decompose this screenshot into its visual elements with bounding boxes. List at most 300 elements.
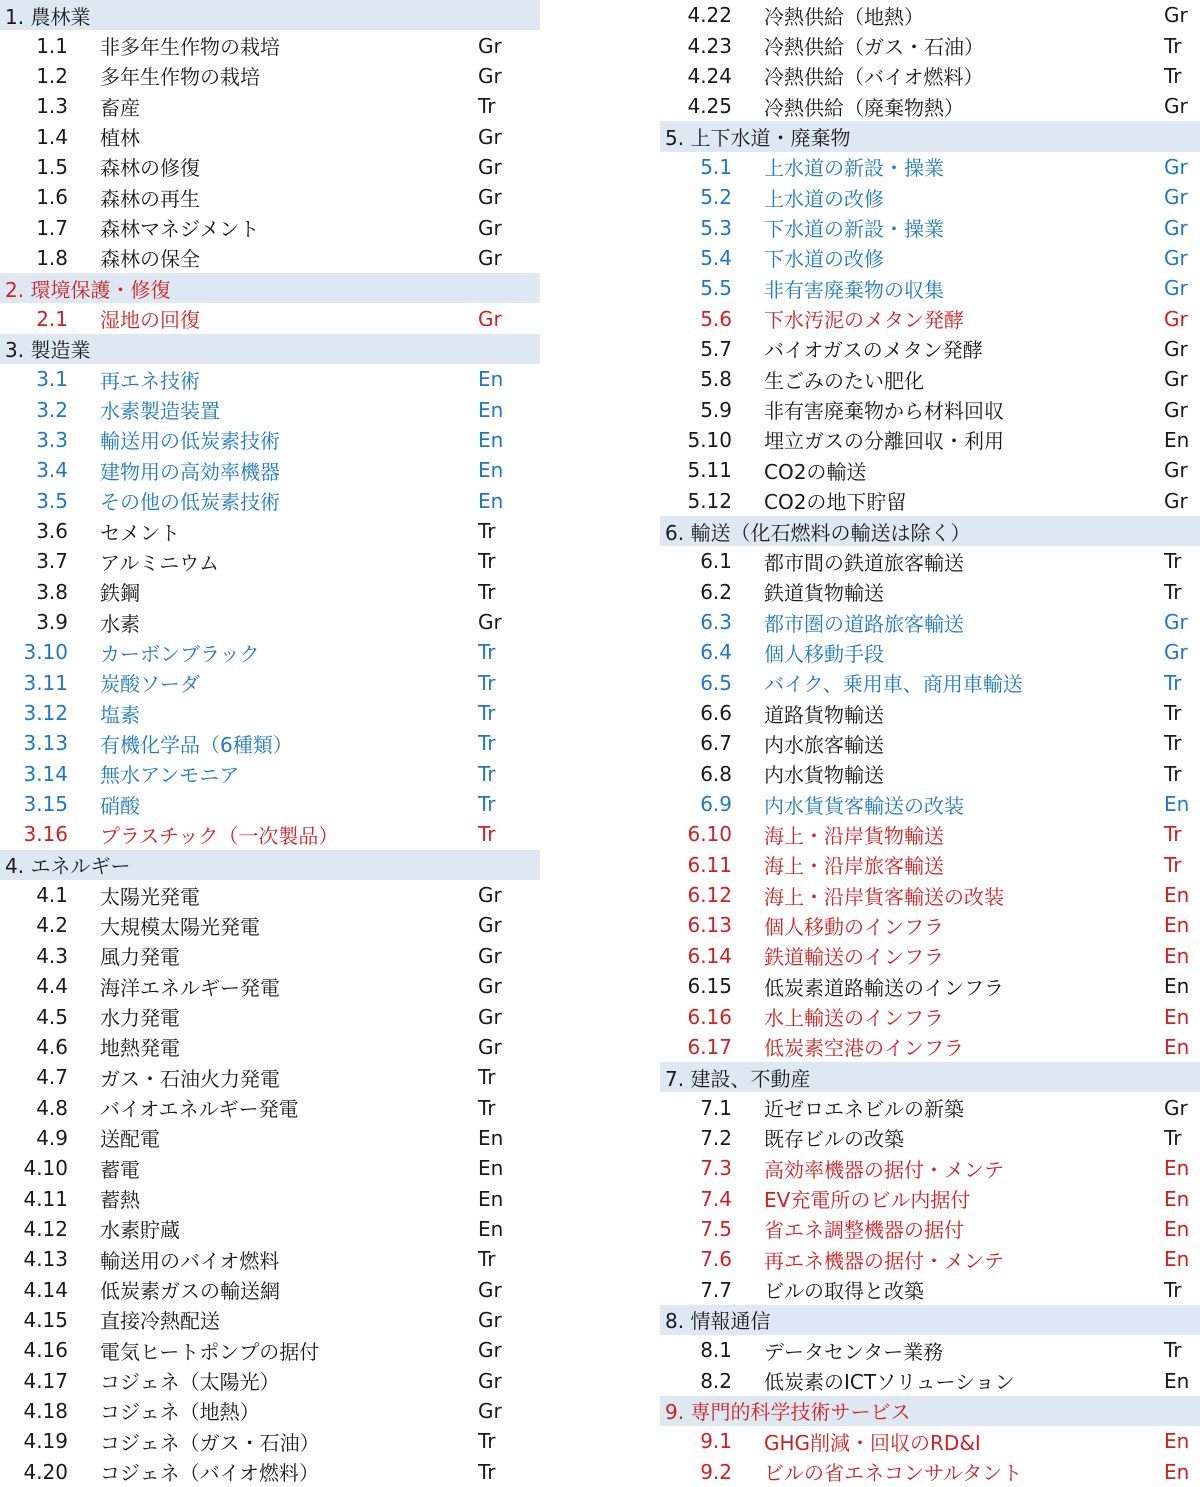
- activity-name: 建物用の高効率機器: [100, 459, 280, 484]
- activity-number: 7.4: [700, 1186, 732, 1211]
- activity-number: 5.4: [700, 245, 732, 270]
- activity-name: セメント: [100, 520, 180, 545]
- category-code: Tr: [1164, 1277, 1182, 1302]
- activity-name: 輸送用のバイオ燃料: [100, 1248, 280, 1273]
- activity-row: [660, 1457, 1200, 1487]
- activity-row: [0, 728, 540, 758]
- activity-number: 4.2: [36, 913, 68, 938]
- activity-name: 畜産: [100, 95, 140, 120]
- activity-row: [660, 1214, 1200, 1244]
- category-code: Tr: [1164, 852, 1182, 877]
- activity-number: 4.7: [36, 1065, 68, 1090]
- activity-number: 5.10: [687, 427, 732, 452]
- activity-number: 6.2: [700, 579, 732, 604]
- activity-row: [660, 941, 1200, 971]
- activity-row: [0, 789, 540, 819]
- activity-name: 高効率機器の据付・メンテ: [764, 1157, 1004, 1182]
- activity-row: [660, 698, 1200, 728]
- category-code: Gr: [478, 124, 502, 149]
- activity-number: 6.11: [687, 852, 732, 877]
- activity-number: 3.11: [23, 670, 68, 695]
- activity-number: 3.14: [23, 761, 68, 786]
- activity-number: 2.1: [36, 306, 68, 331]
- activity-row: [660, 303, 1200, 333]
- activity-number: 3.1: [36, 367, 68, 392]
- category-code: Gr: [1164, 94, 1188, 119]
- activity-number: 7.7: [700, 1277, 732, 1302]
- category-code: Gr: [478, 33, 502, 58]
- activity-name: コジェネ（バイオ燃料）: [100, 1461, 319, 1486]
- activity-number: 9.1: [700, 1429, 732, 1454]
- activity-name: GHG削減・回収のRD&I: [764, 1430, 981, 1455]
- activity-row: [660, 1244, 1200, 1274]
- category-code: En: [478, 1156, 504, 1181]
- activity-name: バイオエネルギー発電: [100, 1097, 299, 1122]
- activity-number: 6.9: [700, 792, 732, 817]
- category-code: En: [478, 488, 504, 513]
- activity-name: 下水道の改修: [764, 247, 884, 272]
- activity-number: 4.9: [36, 1125, 68, 1150]
- category-code: Gr: [478, 1277, 502, 1302]
- activity-number: 4.16: [23, 1338, 68, 1363]
- activity-name: 冷熱供給（ガス・石油）: [764, 35, 984, 60]
- activity-row: [0, 152, 540, 182]
- activity-row: [0, 212, 540, 242]
- category-code: Tr: [478, 1095, 496, 1120]
- category-code: En: [1164, 1004, 1190, 1029]
- category-code: Gr: [1164, 488, 1188, 513]
- category-code: Gr: [478, 943, 502, 968]
- activity-row: [0, 30, 540, 60]
- activity-name: CO2の輸送: [764, 459, 867, 484]
- activity-row: [660, 1274, 1200, 1304]
- category-code: Tr: [1164, 701, 1182, 726]
- category-code: Tr: [478, 640, 496, 665]
- activity-row: [0, 577, 540, 607]
- activity-row: [660, 364, 1200, 394]
- section-header: 7. 建設、不動産: [660, 1062, 1200, 1092]
- activity-number: 4.3: [36, 943, 68, 968]
- activity-number: 4.13: [23, 1247, 68, 1272]
- activity-number: 1.2: [36, 63, 68, 88]
- category-code: En: [478, 1125, 504, 1150]
- activity-number: 6.14: [687, 943, 732, 968]
- activity-row: [0, 303, 540, 333]
- category-code: En: [1164, 1034, 1190, 1059]
- category-code: Tr: [1164, 33, 1182, 58]
- activity-name: 水素貯蔵: [100, 1218, 180, 1243]
- activity-name: コジェネ（地熱）: [100, 1400, 260, 1425]
- activity-name: 道路貨物輸送: [764, 702, 884, 727]
- activity-name: 埋立ガスの分離回収・利用: [764, 429, 1004, 454]
- activity-row: [0, 455, 540, 485]
- category-code: En: [1164, 792, 1190, 817]
- activity-name: 低炭素のICTソリューション: [764, 1370, 1015, 1395]
- activity-row: [0, 971, 540, 1001]
- activity-name: 無水アンモニア: [100, 763, 240, 788]
- activity-row: [0, 1001, 540, 1031]
- category-code: Tr: [478, 822, 496, 847]
- activity-number: 5.3: [700, 215, 732, 240]
- section-header: 1. 農林業: [0, 0, 540, 30]
- activity-number: 6.17: [687, 1034, 732, 1059]
- activity-name: 多年生作物の栽培: [100, 65, 260, 90]
- category-code: En: [478, 1216, 504, 1241]
- activity-name: 水力発電: [100, 1006, 180, 1031]
- activity-number: 6.15: [687, 974, 732, 999]
- category-code: Tr: [1164, 579, 1182, 604]
- activity-name: 既存ビルの改築: [764, 1127, 904, 1152]
- activity-number: 5.8: [700, 367, 732, 392]
- category-code: Tr: [1164, 1338, 1182, 1363]
- category-code: En: [1164, 974, 1190, 999]
- activity-number: 5.12: [687, 488, 732, 513]
- activity-number: 8.1: [700, 1338, 732, 1363]
- activity-name: 水素: [100, 611, 140, 636]
- activity-number: 3.9: [36, 610, 68, 635]
- category-code: En: [1164, 1186, 1190, 1211]
- activity-number: 3.4: [36, 458, 68, 483]
- activity-name: 森林の再生: [100, 186, 200, 211]
- activity-number: 3.13: [23, 731, 68, 756]
- category-code: Tr: [1164, 731, 1182, 756]
- activity-row: [0, 1396, 540, 1426]
- activity-row: [660, 1153, 1200, 1183]
- activity-row: [0, 91, 540, 121]
- activity-row: [0, 880, 540, 910]
- activity-row: [0, 546, 540, 576]
- activity-name: 生ごみのたい肥化: [764, 368, 924, 393]
- activity-row: [660, 607, 1200, 637]
- category-code: Gr: [478, 1368, 502, 1393]
- activity-name: アルミニウム: [100, 550, 219, 575]
- activity-name: 冷熱供給（廃棄物熱）: [764, 95, 964, 120]
- category-code: Tr: [478, 701, 496, 726]
- activity-number: 4.24: [687, 63, 732, 88]
- activity-row: [660, 425, 1200, 455]
- activity-name: 植林: [100, 126, 140, 151]
- activity-name: 硝酸: [100, 793, 140, 818]
- activity-row: [660, 546, 1200, 576]
- category-code: Gr: [1164, 367, 1188, 392]
- category-code: En: [1164, 427, 1190, 452]
- category-code: Tr: [478, 1065, 496, 1090]
- activity-number: 7.3: [700, 1156, 732, 1181]
- activity-name: 鉄鋼: [100, 581, 140, 606]
- activity-number: 4.4: [36, 974, 68, 999]
- activity-name: 森林の修復: [100, 156, 200, 181]
- category-code: Tr: [478, 1247, 496, 1272]
- activity-name: 森林の保全: [100, 247, 200, 272]
- activity-name: 下水汚泥のメタン発酵: [764, 308, 964, 333]
- activity-name: ガス・石油火力発電: [100, 1066, 280, 1091]
- category-code: Gr: [478, 1307, 502, 1332]
- activity-number: 3.16: [23, 822, 68, 847]
- activity-number: 6.4: [700, 640, 732, 665]
- category-code: Gr: [1164, 3, 1188, 28]
- activity-name: 個人移動手段: [764, 641, 884, 666]
- activity-row: [0, 1123, 540, 1153]
- activity-number: 7.6: [700, 1247, 732, 1272]
- activity-number: 3.7: [36, 549, 68, 574]
- activity-name: 個人移動のインフラ: [764, 914, 944, 939]
- category-code: Gr: [478, 215, 502, 240]
- category-code: En: [1164, 1216, 1190, 1241]
- activity-name: 低炭素空港のインフラ: [764, 1036, 964, 1061]
- activity-number: 6.16: [687, 1004, 732, 1029]
- activity-row: [660, 1183, 1200, 1213]
- activity-number: 6.1: [700, 549, 732, 574]
- activity-row: [660, 577, 1200, 607]
- activity-row: [0, 1183, 540, 1213]
- activity-name: CO2の地下貯留: [764, 490, 907, 515]
- activity-number: 4.5: [36, 1004, 68, 1029]
- activity-row: [660, 91, 1200, 121]
- activity-row: [660, 152, 1200, 182]
- activity-row: [660, 1426, 1200, 1456]
- activity-number: 3.6: [36, 519, 68, 544]
- activity-number: 1.5: [36, 154, 68, 179]
- category-code: Tr: [478, 792, 496, 817]
- category-code: Tr: [478, 94, 496, 119]
- category-code: Gr: [478, 1338, 502, 1363]
- category-code: Gr: [478, 1034, 502, 1059]
- category-code: En: [478, 458, 504, 483]
- activity-row: [660, 880, 1200, 910]
- activity-name: 直接冷熱配送: [100, 1309, 220, 1334]
- activity-name: 省エネ調整機器の据付: [764, 1218, 964, 1243]
- activity-number: 7.1: [700, 1095, 732, 1120]
- activity-number: 4.19: [23, 1429, 68, 1454]
- activity-row: [0, 1335, 540, 1365]
- category-code: Tr: [1164, 761, 1182, 786]
- category-code: Gr: [1164, 306, 1188, 331]
- activity-name: 海上・沿岸旅客輸送: [764, 854, 944, 879]
- activity-number: 7.5: [700, 1216, 732, 1241]
- section-header: 4. エネルギー: [0, 850, 540, 880]
- category-code: En: [1164, 943, 1190, 968]
- activity-row: [0, 1032, 540, 1062]
- section-header: 2. 環境保護・修復: [0, 273, 540, 303]
- activity-row: [0, 1457, 540, 1487]
- activity-row: [0, 1062, 540, 1092]
- activity-name: データセンター業務: [764, 1339, 944, 1364]
- activity-name: 非多年生作物の栽培: [100, 35, 280, 60]
- activity-row: [0, 364, 540, 394]
- activity-row: [0, 1426, 540, 1456]
- activity-row: [660, 1092, 1200, 1122]
- category-code: Gr: [478, 245, 502, 270]
- activity-name: ビルの取得と改築: [764, 1279, 924, 1304]
- activity-row: [660, 1001, 1200, 1031]
- activity-name: 低炭素道路輸送のインフラ: [764, 975, 1004, 1000]
- category-code: Tr: [478, 1429, 496, 1454]
- activity-name: 再エネ技術: [100, 368, 200, 393]
- activity-row: [0, 486, 540, 516]
- activity-name: カーボンブラック: [100, 641, 260, 666]
- activity-name: 都市間の鉄道旅客輸送: [764, 550, 964, 575]
- category-code: Gr: [1164, 336, 1188, 361]
- activity-name: 冷熱供給（地熱）: [764, 4, 924, 29]
- activity-number: 3.12: [23, 701, 68, 726]
- activity-number: 3.15: [23, 792, 68, 817]
- activity-row: [0, 425, 540, 455]
- activity-number: 5.1: [700, 154, 732, 179]
- activity-row: [660, 486, 1200, 516]
- category-code: Gr: [1164, 1095, 1188, 1120]
- activity-row: [0, 1214, 540, 1244]
- activity-row: [660, 30, 1200, 60]
- activity-row: [660, 1123, 1200, 1153]
- activity-name: 近ゼロエネビルの新築: [764, 1097, 964, 1122]
- activity-row: [0, 941, 540, 971]
- category-code: En: [478, 427, 504, 452]
- activity-number: 6.5: [700, 670, 732, 695]
- activity-row: [660, 789, 1200, 819]
- activity-row: [660, 728, 1200, 758]
- activity-row: [0, 1274, 540, 1304]
- activity-number: 5.7: [700, 336, 732, 361]
- activity-row: [0, 1092, 540, 1122]
- activity-name: バイオガスのメタン発酵: [764, 338, 983, 363]
- activity-row: [0, 698, 540, 728]
- activity-row: [0, 243, 540, 273]
- activity-row: [660, 668, 1200, 698]
- activity-name: ビルの省エネコンサルタント: [764, 1461, 1023, 1486]
- activity-row: [0, 516, 540, 546]
- category-code: Tr: [1164, 670, 1182, 695]
- category-code: Gr: [478, 154, 502, 179]
- activity-number: 4.15: [23, 1307, 68, 1332]
- category-code: Tr: [1164, 63, 1182, 88]
- category-code: Tr: [478, 549, 496, 574]
- activity-name: その他の低炭素技術: [100, 490, 280, 515]
- activity-name: 水上輸送のインフラ: [764, 1006, 944, 1031]
- activity-number: 1.7: [36, 215, 68, 240]
- activity-row: [0, 910, 540, 940]
- activity-name: 塩素: [100, 702, 140, 727]
- activity-name: 有機化学品（6種類）: [100, 732, 293, 757]
- activity-row: [660, 637, 1200, 667]
- activity-number: 9.2: [700, 1459, 732, 1484]
- section-header: 3. 製造業: [0, 334, 540, 364]
- category-code: Gr: [1164, 610, 1188, 635]
- category-code: Gr: [1164, 215, 1188, 240]
- activity-number: 1.4: [36, 124, 68, 149]
- activity-number: 5.5: [700, 276, 732, 301]
- category-code: Gr: [1164, 276, 1188, 301]
- category-code: En: [1164, 1156, 1190, 1181]
- category-code: Tr: [1164, 549, 1182, 574]
- activity-number: 4.20: [23, 1459, 68, 1484]
- activity-row: [0, 637, 540, 667]
- activity-row: [0, 61, 540, 91]
- activity-row: [0, 819, 540, 849]
- category-code: Gr: [478, 610, 502, 635]
- activity-row: [660, 273, 1200, 303]
- category-code: En: [1164, 913, 1190, 938]
- category-code: Gr: [1164, 154, 1188, 179]
- activity-name: 冷熱供給（バイオ燃料）: [764, 65, 984, 90]
- category-code: Gr: [478, 883, 502, 908]
- activity-name: 下水道の新設・操業: [764, 217, 944, 242]
- activity-number: 7.2: [700, 1125, 732, 1150]
- activity-name: 上水道の改修: [764, 186, 884, 211]
- category-code: Gr: [478, 1398, 502, 1423]
- activity-row: [660, 334, 1200, 364]
- activity-row: [0, 121, 540, 151]
- activity-number: 5.2: [700, 185, 732, 210]
- activity-row: [660, 850, 1200, 880]
- activity-name: 輸送用の低炭素技術: [100, 429, 280, 454]
- activity-row: [660, 819, 1200, 849]
- activity-row: [660, 910, 1200, 940]
- activity-row: [660, 759, 1200, 789]
- activity-row: [0, 1365, 540, 1395]
- category-code: En: [1164, 1429, 1190, 1454]
- activity-number: 4.11: [23, 1186, 68, 1211]
- activity-row: [660, 1335, 1200, 1365]
- activity-number: 4.12: [23, 1216, 68, 1241]
- activity-name: 水素製造装置: [100, 399, 220, 424]
- activity-number: 4.6: [36, 1034, 68, 1059]
- activity-name: コジェネ（ガス・石油）: [100, 1430, 320, 1455]
- activity-name: 炭酸ソーダ: [100, 672, 200, 697]
- activity-number: 6.12: [687, 883, 732, 908]
- activity-row: [0, 394, 540, 424]
- activity-row: [660, 455, 1200, 485]
- activity-name: 内水貨貨客輸送の改装: [764, 793, 964, 818]
- activity-number: 6.13: [687, 913, 732, 938]
- activity-name: 海上・沿岸貨物輸送: [764, 823, 944, 848]
- category-code: Tr: [478, 1459, 496, 1484]
- category-code: Gr: [1164, 185, 1188, 210]
- activity-name: 非有害廃棄物から材料回収: [764, 399, 1004, 424]
- activity-name: 蓄熱: [100, 1188, 140, 1213]
- category-code: En: [478, 1186, 504, 1211]
- activity-number: 4.25: [687, 94, 732, 119]
- category-code: Gr: [478, 913, 502, 938]
- activity-number: 4.10: [23, 1156, 68, 1181]
- category-code: Gr: [1164, 245, 1188, 270]
- activity-number: 5.6: [700, 306, 732, 331]
- category-code: Gr: [478, 185, 502, 210]
- activity-row: [0, 182, 540, 212]
- activity-number: 6.10: [687, 822, 732, 847]
- category-code: Tr: [1164, 822, 1182, 847]
- category-code: Gr: [478, 1004, 502, 1029]
- activity-number: 3.2: [36, 397, 68, 422]
- activity-name: 森林マネジメント: [100, 217, 260, 242]
- left-column: [0, 0, 540, 1487]
- activity-name: コジェネ（太陽光）: [100, 1370, 280, 1395]
- activity-row: [660, 0, 1200, 30]
- activity-number: 3.10: [23, 640, 68, 665]
- category-code: En: [1164, 1247, 1190, 1272]
- activity-row: [0, 1305, 540, 1335]
- category-code: Gr: [1164, 397, 1188, 422]
- activity-name: 海上・沿岸貨客輸送の改装: [764, 884, 1004, 909]
- activity-row: [660, 182, 1200, 212]
- activity-name: 地熱発電: [100, 1036, 180, 1061]
- activity-name: 鉄道貨物輸送: [764, 581, 884, 606]
- activity-row: [660, 212, 1200, 242]
- category-code: Tr: [478, 731, 496, 756]
- category-code: En: [478, 397, 504, 422]
- activity-name: 電気ヒートポンプの据付: [100, 1339, 320, 1364]
- section-header: 5. 上下水道・廃棄物: [660, 121, 1200, 151]
- category-code: Tr: [478, 579, 496, 604]
